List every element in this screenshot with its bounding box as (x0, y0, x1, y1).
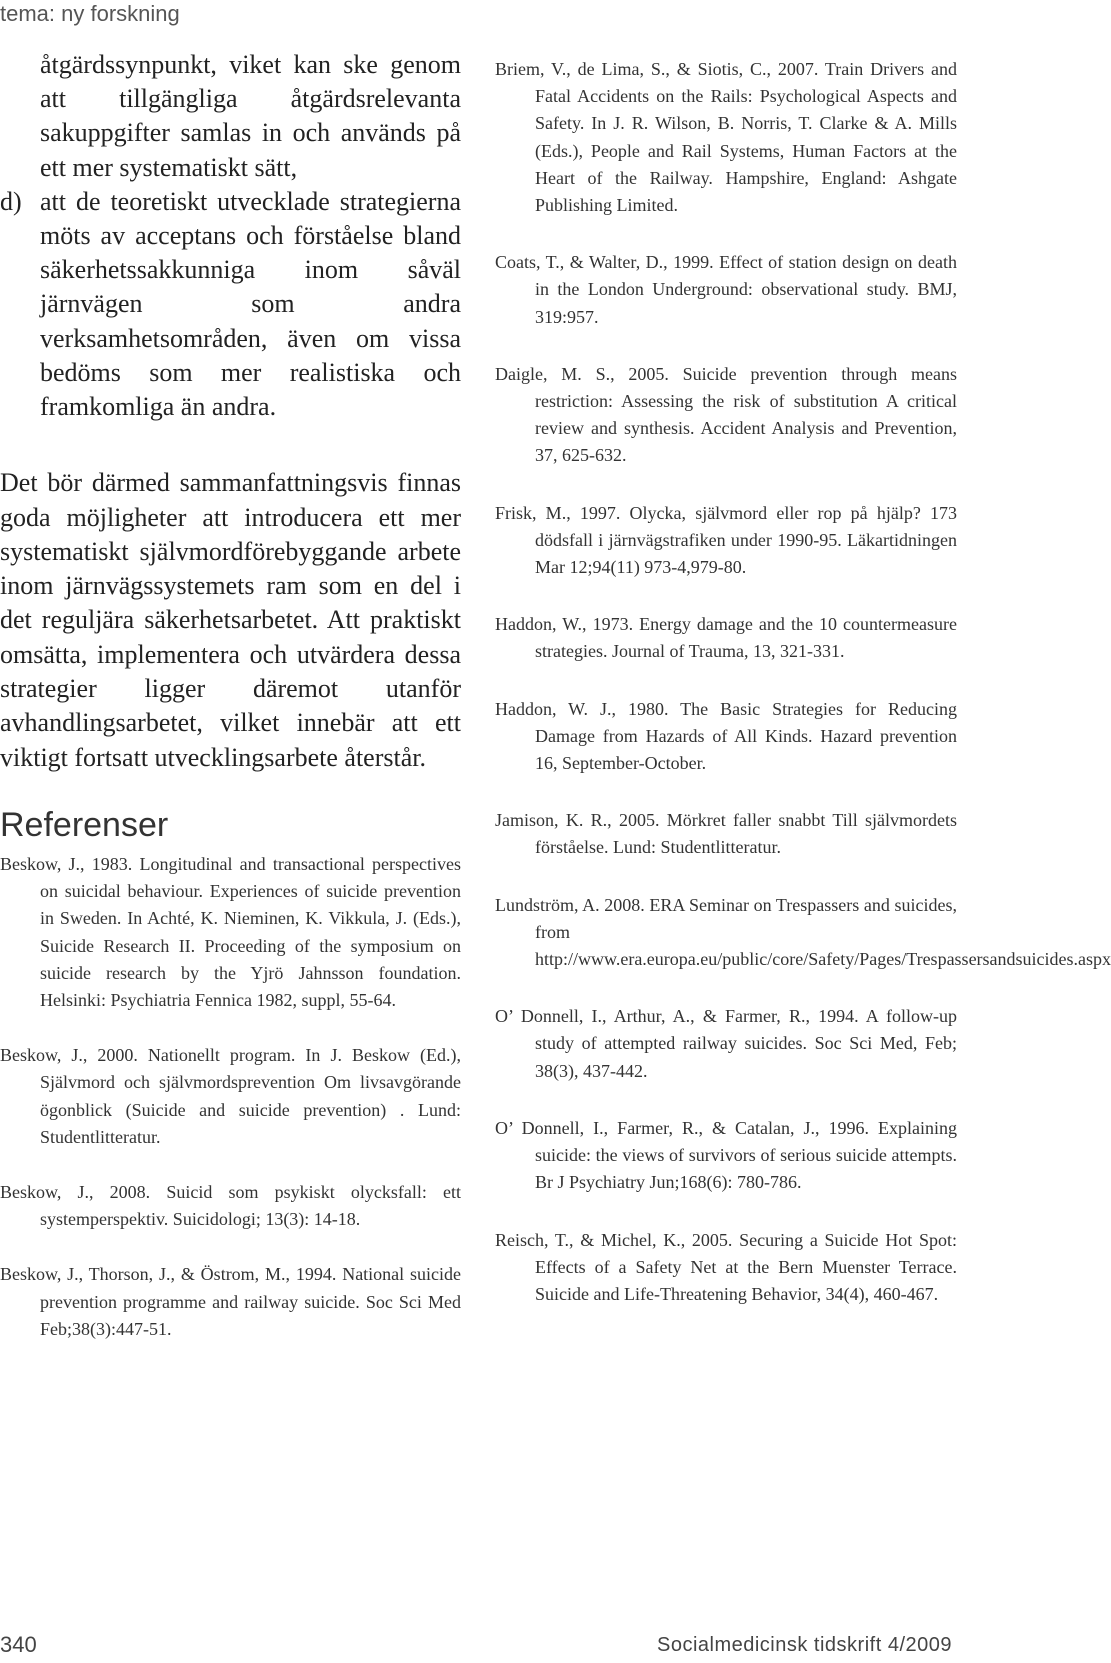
reference-entry: Beskow, J., 1983. Longitudinal and transactional perspectives on suicidal behaviour. Experiences of suicide prevention in Sweden. In Achté, K. Nieminen, K. Vikkula, J. (Eds.), Suicide Research II. Proceeding of the symposium on suicide research by the Yjrö Jahnsson foundation. Helsinki: Psychiatria Fennica 1982, suppl, 55-64. (0, 853, 461, 1010)
reference-entry: Frisk, M., 1997. Olycka, självmord eller rop på hjälp? 173 dödsfall i järnvägstrafiken under 1990-95. Läkartidningen Mar 12;94(11) 973-4,979-80. (495, 502, 957, 578)
reference-entry: Beskow, J., Thorson, J., & Östrom, M., 1994. National suicide prevention programme and railway suicide. Soc Sci Med Feb;38(3):447-51. (0, 1264, 461, 1339)
reference-entry: Briem, V., de Lima, S., & Siotis, C., 2007. Train Drivers and Fatal Accidents on the Rails: Psychological Aspects and Safety. In J. R. Wilson, B. Norris, T. Clarke & A. Mills (Eds.), People and Rail Systems, Human Factors at the Heart of the Railway. Hampshire, England: Ashgate Publishing Limited. (495, 59, 957, 216)
list-item-d (0, 185, 461, 424)
list-item-label: d) (0, 186, 22, 216)
reference-entry: O’ Donnell, I., Farmer, R., & Catalan, J., 1996. Explaining suicide: the views of survivors of serious suicide attempts. Br J Psychiatry Jun;168(6): 780-786. (495, 1117, 957, 1193)
right-column (495, 56, 1111, 1308)
reference-entry: O’ Donnell, I., Arthur, A., & Farmer, R., 1994. A follow-up study of attempted railway suicides. Soc Sci Med, Feb; 38(3), 437-442. (495, 1006, 957, 1081)
reference-entry: Beskow, J., 2000. Nationellt program. In J. Beskow (Ed.), Självmord och självmordsprevention Om livsavgörande ögonblick (Suicide and suicide prevention) . Lund: Studentlitteratur. (0, 1045, 461, 1147)
list-continuation: åtgärdssynpunkt, viket kan ske genom att tillgängliga åtgärdsrelevanta sakuppgifter samlas in och används på ett mer systematiskt sätt, (40, 50, 461, 182)
reference-entry: Lundström, A. 2008. ERA Seminar on Trespassers and suicides, from http://www.era.europa.eu/public/core/Safety/Pages/Trespassersandsuicides.aspx (495, 894, 1111, 970)
page-number: 340 (0, 1632, 37, 1657)
reference-entry: Coats, T., & Walter, D., 1999. Effect of station design on death in the London Underground: observational study. BMJ, 319:957. (495, 252, 957, 327)
reference-entry: Haddon, W., 1973. Energy damage and the 10 countermeasure strategies. Journal of Trauma, 13, 321-331. (495, 614, 957, 662)
reference-entry: Daigle, M. S., 2005. Suicide prevention through means restriction: Assessing the risk of substitution A critical review and synthesis. Accident Analysis and Prevention, 37, 625-632. (495, 363, 957, 466)
reference-entry: Jamison, K. R., 2005. Mörkret faller snabbt Till självmordets förståelse. Lund: Studentlitteratur. (495, 810, 957, 858)
journal-title: Socialmedicinsk tidskrift 4/2009 (656, 1634, 952, 1656)
reference-entry: Reisch, T., & Michel, K., 2005. Securing a Suicide Hot Spot: Effects of a Safety Net at the Bern Muenster Terrace. Suicide and Life-Threatening Behavior, 34(4), 460-467. (495, 1229, 957, 1304)
body-paragraph: Det bör därmed sammanfattningsvis finnas goda möjligheter att introducera ett mer systematiskt självmordförebyggande arbete inom järnvägssystemets ram som en del i det reguljära säkerhetsarbetet. Att praktiskt omsätta, implementera och utvärdera dessa strategier ligger däremot utanför avhandlingsarbetet, vilket innebär att ett viktigt fortsatt utvecklingsarbete återstår. (0, 468, 461, 772)
left-column (0, 48, 461, 1343)
reference-entry: Haddon, W. J., 1980. The Basic Strategies for Reducing Damage from Hazards of All Kinds. Hazard prevention 16, September-October. (495, 698, 957, 774)
references-heading: Referenser (0, 805, 169, 844)
list-item-text: att de teoretiskt utvecklade strategierna möts av acceptans och förståelse bland säkerhetssakkunniga inom såväl järnvägen som andra verksamhetsområden, även om vissa bedöms som mer realistiska och framkomliga än andra. (40, 186, 461, 422)
reference-entry: Beskow, J., 2008. Suicid som psykiskt olycksfall: ett systemperspektiv. Suicidologi; 13(3): 14-18. (0, 1181, 461, 1230)
section-header: tema: ny forskning (0, 1, 180, 26)
